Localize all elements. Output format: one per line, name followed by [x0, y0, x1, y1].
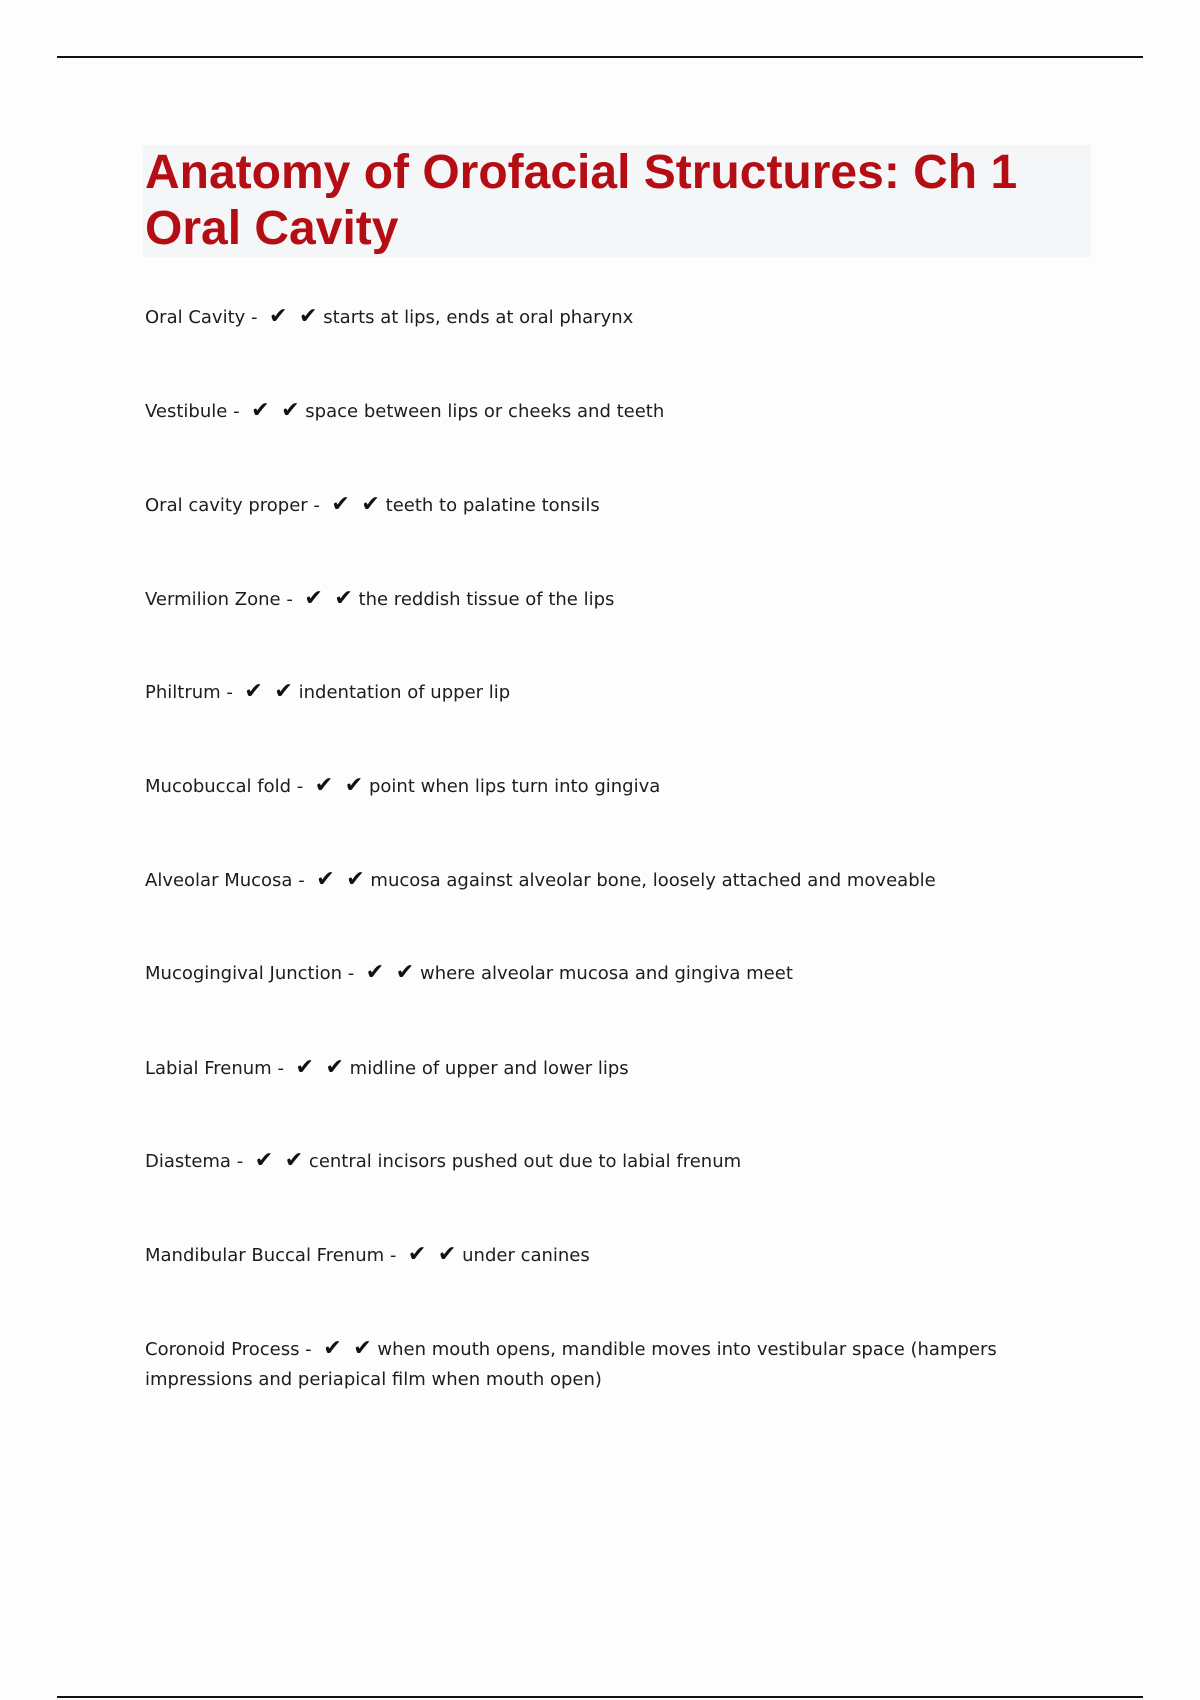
checkmark-icon: ✔: [325, 1055, 344, 1080]
checkmark-icon: ✔: [304, 586, 323, 611]
checkmark-icon: ✔: [284, 1148, 304, 1173]
entry-term: Vermilion Zone: [145, 589, 281, 610]
checkmark-icon: ✔: [281, 398, 300, 423]
entry-term: Philtrum: [145, 682, 221, 703]
checkmark-icon: ✔: [274, 679, 293, 704]
checkmark-icon: ✔: [251, 398, 270, 423]
entry-definition: when mouth opens, mandible moves into vestibular space (hampers impressions and periapical film when mouth open): [145, 1339, 997, 1390]
entry-separator: -: [291, 776, 309, 797]
bottom-rule: [57, 1696, 1143, 1698]
list-item: [145, 303, 1045, 333]
entry-term: Diastema: [145, 1151, 231, 1172]
list-item: [145, 585, 1045, 615]
checkmark-icon: ✔: [244, 679, 263, 704]
entry-definition: central incisors pushed out due to labial frenum: [308, 1151, 742, 1172]
entry-definition: teeth to palatine tonsils: [385, 495, 600, 516]
entry-definition: under canines: [462, 1245, 590, 1266]
checkmark-icon: ✔: [437, 1242, 457, 1267]
entry-definition: starts at lips, ends at oral pharynx: [323, 307, 634, 328]
checkmark-icon: ✔: [314, 773, 334, 798]
entry-definition: space between lips or cheeks and teeth: [305, 401, 665, 422]
checkmark-icon: ✔: [323, 1336, 342, 1361]
entry-separator: -: [307, 495, 326, 516]
entry-separator: -: [230, 1151, 249, 1172]
checkmark-icon: ✔: [269, 304, 288, 329]
checkmark-icon: ✔: [316, 867, 335, 892]
checkmark-icon: ✔: [299, 304, 318, 329]
entry-definition: midline of upper and lower lips: [349, 1058, 629, 1079]
entry-separator: -: [227, 401, 246, 422]
entry-separator: -: [299, 1339, 318, 1360]
entry-definition: the reddish tissue of the lips: [358, 589, 615, 610]
entry-separator: -: [271, 1058, 290, 1079]
checkmark-icon: ✔: [361, 492, 380, 517]
list-item: [145, 1054, 1045, 1084]
entry-definition: point when lips turn into gingiva: [368, 776, 661, 797]
list-item: [145, 1335, 1045, 1395]
list-item: [145, 1241, 1045, 1271]
checkmark-icon: ✔: [295, 1055, 314, 1080]
entry-definition: mucosa against alveolar bone, loosely attached and moveable: [370, 870, 936, 891]
checkmark-icon: ✔: [346, 867, 365, 892]
list-item: [145, 678, 1045, 708]
entry-separator: -: [342, 963, 360, 984]
top-rule: [57, 56, 1143, 58]
entry-term: Oral cavity proper: [145, 495, 308, 516]
checkmark-icon: ✔: [254, 1148, 274, 1173]
entry-definition: where alveolar mucosa and gingiva meet: [419, 963, 793, 984]
entry-separator: -: [280, 589, 299, 610]
entry-separator: -: [292, 870, 311, 891]
list-item: [145, 772, 1045, 802]
checkmark-icon: ✔: [334, 586, 353, 611]
checkmark-icon: ✔: [331, 492, 350, 517]
checkmark-icon: ✔: [407, 1242, 427, 1267]
list-item: [145, 866, 1045, 896]
entry-definition: indentation of upper lip: [298, 682, 511, 703]
entry-separator: -: [220, 682, 239, 703]
entry-term: Vestibule: [145, 401, 228, 422]
entry-term: Oral Cavity: [145, 307, 246, 328]
checkmark-icon: ✔: [365, 960, 385, 985]
checkmark-icon: ✔: [344, 773, 364, 798]
list-item: [145, 491, 1045, 521]
entry-separator: -: [245, 307, 264, 328]
entry-term: Mucobuccal fold: [145, 776, 292, 797]
entry-term: Labial Frenum: [145, 1058, 272, 1079]
title-block: [143, 145, 1091, 257]
list-item: [145, 1147, 1045, 1177]
list-item: [145, 959, 1045, 989]
entry-term: Mucogingival Junction: [145, 963, 343, 984]
entry-term: Coronoid Process: [145, 1339, 300, 1360]
checkmark-icon: ✔: [395, 960, 415, 985]
checkmark-icon: ✔: [353, 1336, 372, 1361]
entry-term: Mandibular Buccal Frenum: [145, 1245, 385, 1266]
page-title: Anatomy of Orofacial Structures: Ch 1 Oral Cavity: [145, 146, 1018, 255]
list-item: [145, 397, 1045, 427]
entry-term: Alveolar Mucosa: [145, 870, 293, 891]
entry-separator: -: [384, 1245, 403, 1266]
